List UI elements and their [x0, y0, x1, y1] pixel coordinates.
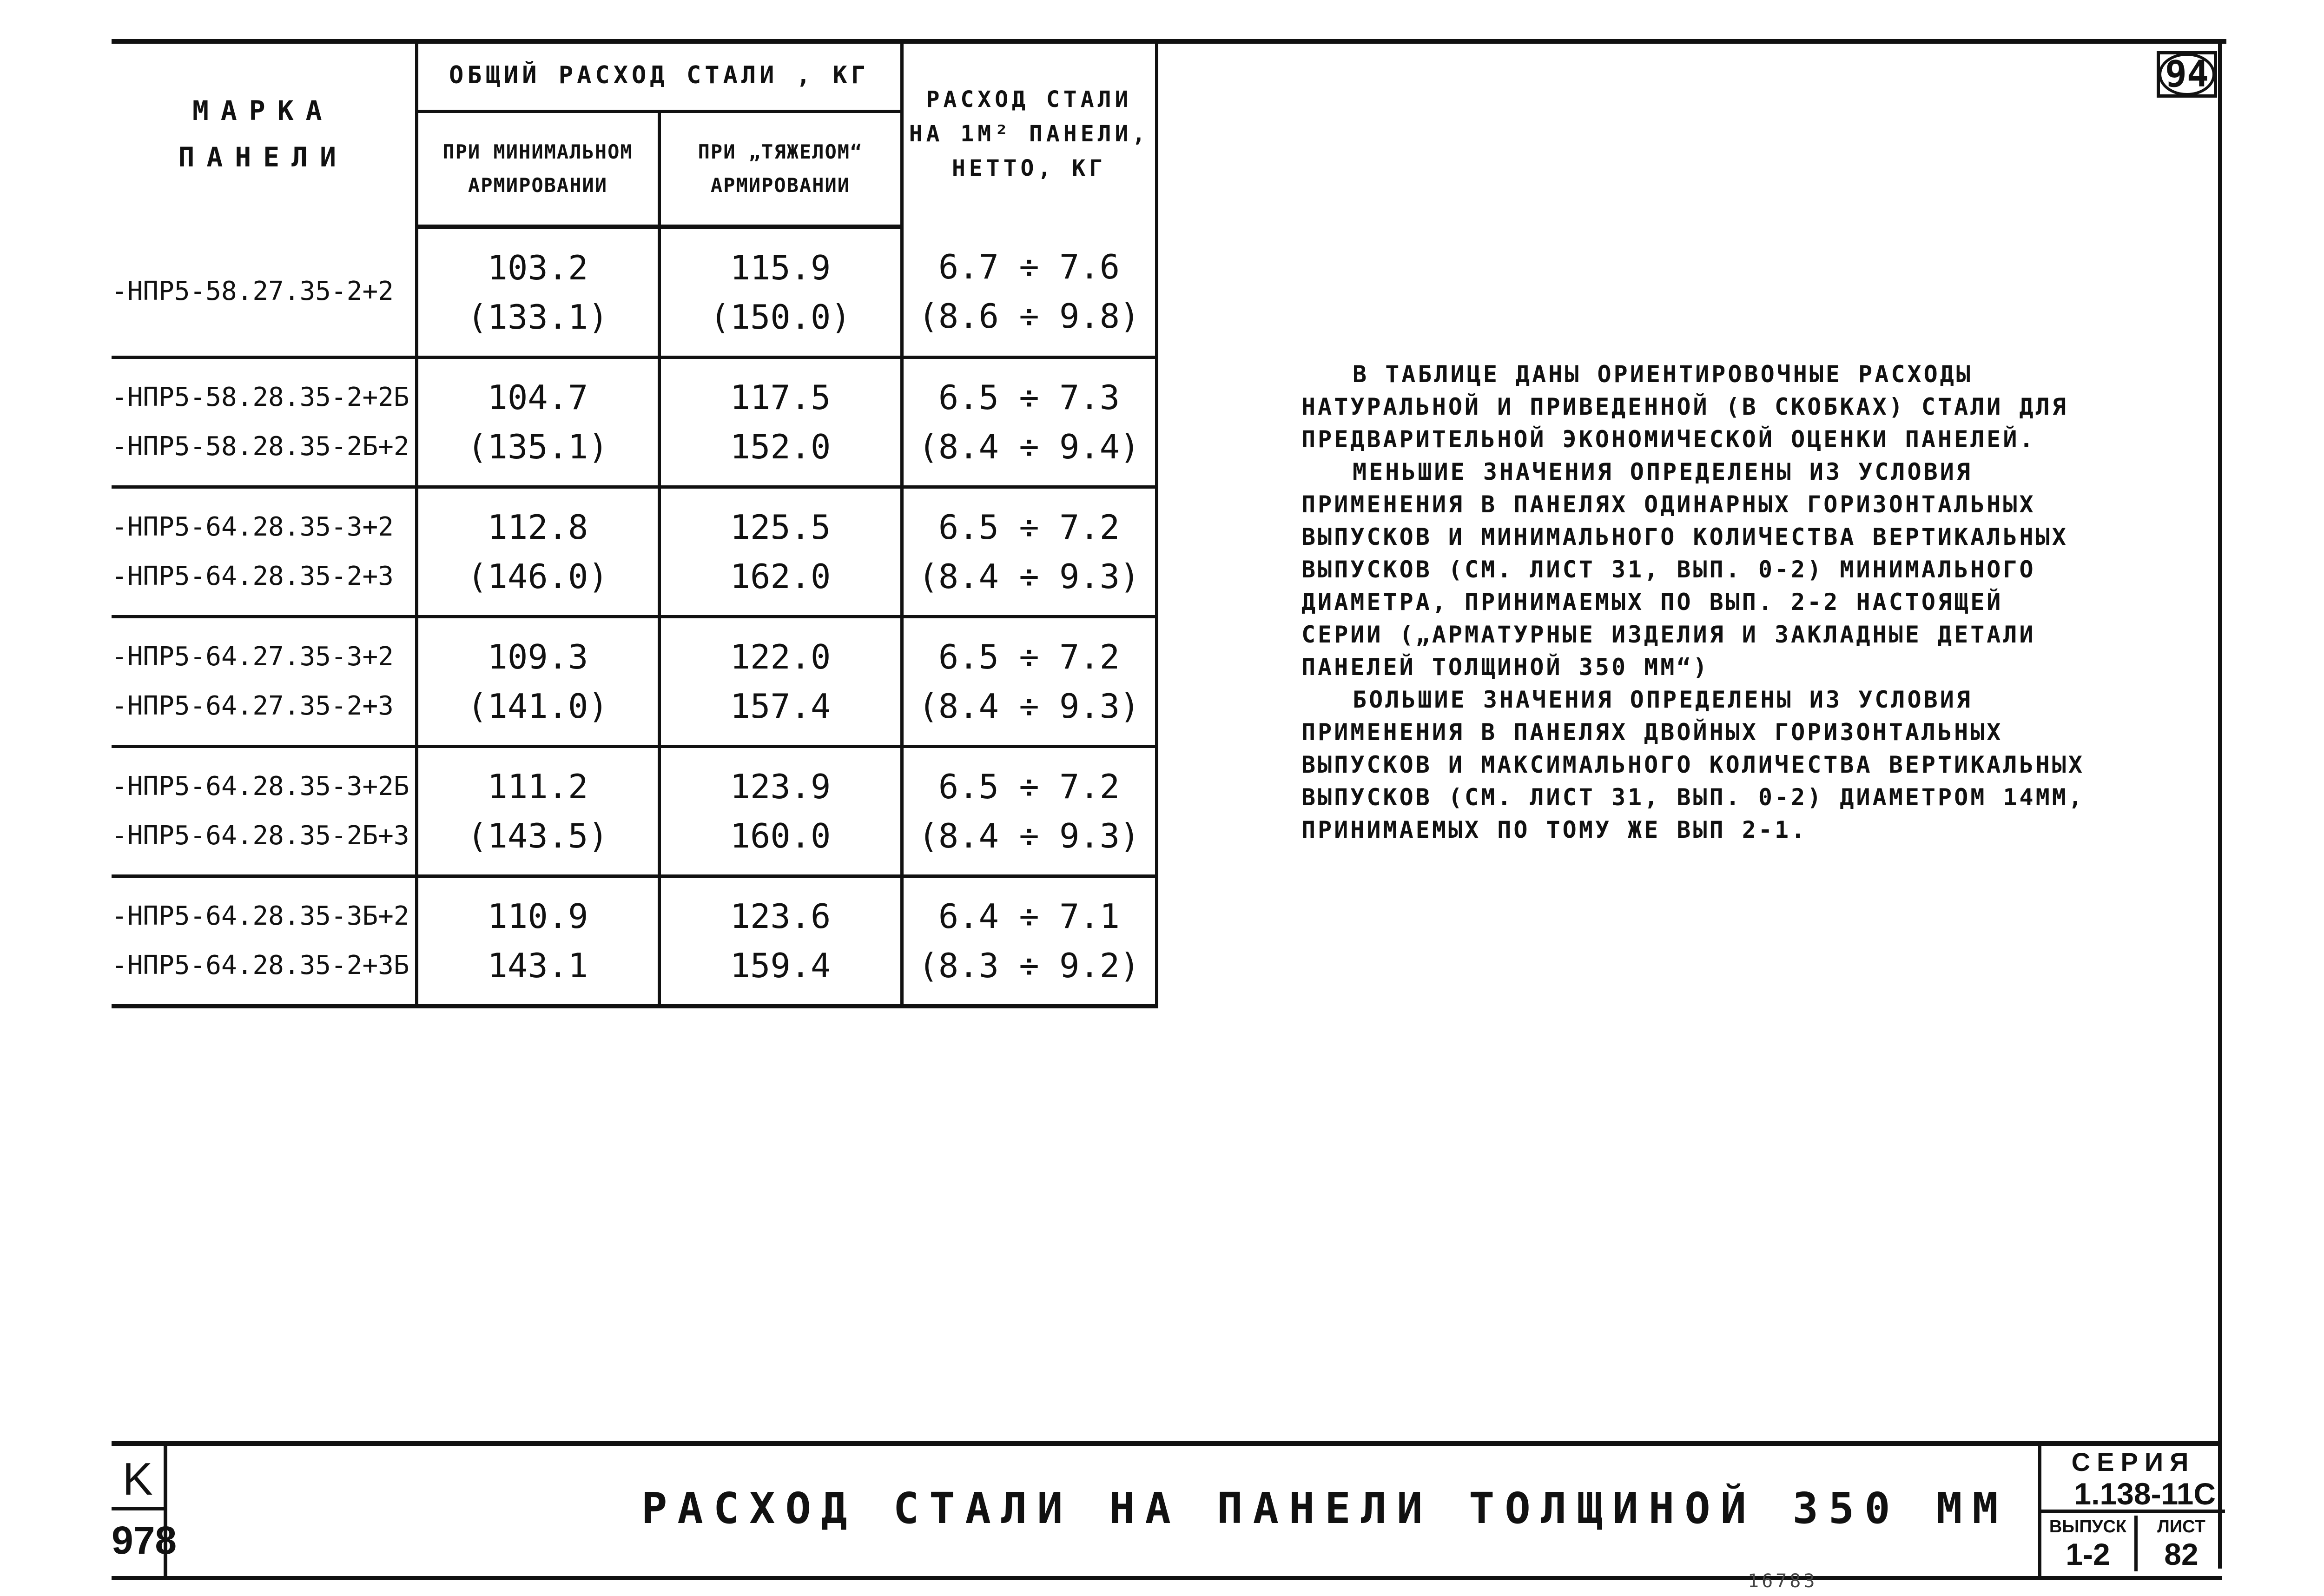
min-reinforcement-cell: [416, 747, 659, 876]
panel-mark-cell: [112, 747, 416, 876]
min-value: 109.3: [487, 637, 588, 676]
issue-label: ВЫПУСК: [2049, 1517, 2127, 1536]
archive-number: 16783: [1748, 1570, 1818, 1592]
per-m2-cell: [902, 227, 1156, 358]
heavy-reduced-value: 159.4: [730, 946, 831, 985]
panel-mark-alt: -НПР5-64.28.35-2+3Б: [112, 950, 409, 980]
heavy-value: 125.5: [730, 508, 831, 547]
heavy-value: 122.0: [730, 637, 831, 676]
min-value: 111.2: [487, 767, 588, 806]
series-code: 1.138-11С: [2041, 1475, 2225, 1513]
page-number: 94: [2159, 53, 2215, 96]
title-block-left: [112, 1446, 177, 1576]
min-value: 104.7: [487, 378, 588, 417]
heavy-reduced-value: 160.0: [730, 816, 831, 855]
heavy-value: 115.9: [730, 248, 831, 287]
heavy-reinforcement-cell: [659, 227, 902, 358]
panel-mark-alt: -НПР5-64.28.35-2+3: [112, 561, 394, 591]
heavy-reinforcement-cell: [659, 487, 902, 617]
frame-right-line: [2218, 39, 2222, 1569]
per-m2-cell: [902, 747, 1156, 876]
panel-mark-cell: [112, 358, 416, 487]
per-m2-reduced-value: (8.6 ÷ 9.8): [918, 296, 1140, 336]
heavy-reduced-value: 162.0: [730, 557, 831, 596]
issue-box: [2041, 1516, 2138, 1571]
table-row: [112, 487, 1156, 617]
min-value: 103.2: [487, 248, 588, 287]
panel-mark-alt: -НПР5-58.28.35-2Б+2: [112, 431, 409, 462]
min-reduced-value: (133.1): [467, 298, 608, 337]
heavy-reduced-value: 157.4: [730, 687, 831, 726]
note-paragraph-2: МЕНЬШИЕ ЗНАЧЕНИЯ ОПРЕДЕЛЕНЫ ИЗ УСЛОВИЯ ПРИМЕНЕНИЯ В ПАНЕЛЯХ ОДИНАРНЫХ ГОРИЗОНТАЛЬНЫХ ВЫПУСКОВ И МИНИМАЛЬНОГО КОЛИЧЕСТВА ВЕРТИКАЛЬНЫХ ВЫПУСКОВ (СМ. ЛИСТ 31, ВЫП. 0-2) МИНИМАЛЬНОГО ДИАМЕТРА, ПРИНИМАЕМЫХ ПО ВЫП. 2-2 НАСТОЯЩЕЙ СЕРИИ („АРМАТУРНЫЕ ИЗДЕЛИЯ И ЗАКЛАДНЫЕ ДЕТАЛИ ПАНЕЛЕЙ ТОЛЩИНОЙ 350 ММ“): [1301, 458, 2068, 681]
panel-mark-cell: [112, 487, 416, 617]
series-label: СЕРИЯ: [2071, 1447, 2195, 1477]
heavy-reduced-value: 152.0: [730, 427, 831, 466]
panel-mark: -НПР5-64.28.35-3+2: [112, 512, 394, 542]
drawing-title: РАСХОД СТАЛИ НА ПАНЕЛИ ТОЛЩИНОЙ 350 ММ: [641, 1483, 2008, 1533]
panel-mark-cell: [112, 617, 416, 747]
heavy-value: 123.9: [730, 767, 831, 806]
per-m2-value: 6.4 ÷ 7.1: [938, 897, 1120, 936]
per-m2-value: 6.5 ÷ 7.2: [938, 637, 1120, 676]
per-m2-cell: [902, 617, 1156, 747]
column-header-total: ОБЩИЙ РАСХОД СТАЛИ , КГ: [416, 41, 902, 112]
panel-mark: -НПР5-64.27.35-3+2: [112, 642, 394, 672]
title-block-number: 978: [112, 1518, 177, 1562]
min-reinforcement-cell: [416, 876, 659, 1007]
heavy-reinforcement-cell: [659, 617, 902, 747]
heavy-reduced-value: (150.0): [710, 298, 851, 337]
min-reduced-value: (141.0): [467, 687, 608, 726]
heavy-value: 123.6: [730, 897, 831, 936]
min-reduced-value: (143.5): [467, 816, 608, 855]
sheet-label: ЛИСТ: [2157, 1517, 2205, 1536]
heavy-reinforcement-cell: [659, 358, 902, 487]
title-block-k: K: [112, 1450, 164, 1510]
table-row: [112, 358, 1156, 487]
page-number-box: [2157, 51, 2217, 98]
notes-block: [1301, 358, 2092, 846]
panel-mark: -НПР5-58.27.35-2+2: [112, 276, 394, 306]
heavy-reinforcement-cell: [659, 747, 902, 876]
per-m2-reduced-value: (8.4 ÷ 9.3): [918, 816, 1140, 855]
heavy-reinforcement-cell: [659, 876, 902, 1007]
min-reinforcement-cell: [416, 617, 659, 747]
per-m2-reduced-value: (8.3 ÷ 9.2): [918, 946, 1140, 985]
title-block-right: [2038, 1446, 2225, 1576]
heavy-value: 117.5: [730, 378, 831, 417]
per-m2-reduced-value: (8.4 ÷ 9.4): [918, 427, 1140, 466]
note-paragraph-1: В ТАБЛИЦЕ ДАНЫ ОРИЕНТИРОВОЧНЫЕ РАСХОДЫ НАТУРАЛЬНОЙ И ПРИВЕДЕННОЙ (В СКОБКАХ) СТАЛИ ДЛЯ ПРЕДВАРИТЕЛЬНОЙ ЭКОНОМИЧЕСКОЙ ОЦЕНКИ ПАНЕЛЕЙ.: [1301, 361, 2068, 453]
panel-mark-cell: [112, 227, 416, 358]
sheet-box: [2138, 1516, 2225, 1571]
panel-mark-cell: [112, 876, 416, 1007]
min-reinforcement-cell: [416, 487, 659, 617]
column-header-per-m2: РАСХОД СТАЛИ НА 1М² ПАНЕЛИ, НЕТТО, КГ: [902, 41, 1156, 227]
table-row: [112, 747, 1156, 876]
per-m2-value: 6.7 ÷ 7.6: [938, 247, 1120, 286]
column-header-mark: МАРКА ПАНЕЛИ: [112, 41, 416, 227]
per-m2-value: 6.5 ÷ 7.2: [938, 508, 1120, 547]
sheet-value: 82: [2164, 1537, 2199, 1571]
per-m2-value: 6.5 ÷ 7.2: [938, 767, 1120, 806]
per-m2-value: 6.5 ÷ 7.3: [938, 378, 1120, 417]
per-m2-reduced-value: (8.4 ÷ 9.3): [918, 687, 1140, 726]
panel-mark-alt: -НПР5-64.27.35-2+3: [112, 691, 394, 721]
column-header-heavy-reinforcement: ПРИ „ТЯЖЕЛОМ“ АРМИРОВАНИИ: [659, 112, 902, 227]
min-reduced-value: (135.1): [467, 427, 608, 466]
panel-mark: -НПР5-64.28.35-3Б+2: [112, 901, 409, 931]
steel-consumption-table: [112, 41, 1158, 1008]
min-reduced-value: (146.0): [467, 557, 608, 596]
panel-mark: -НПР5-58.28.35-2+2Б: [112, 382, 409, 412]
per-m2-reduced-value: (8.4 ÷ 9.3): [918, 557, 1140, 596]
table-row: [112, 617, 1156, 747]
note-paragraph-3: БОЛЬШИЕ ЗНАЧЕНИЯ ОПРЕДЕЛЕНЫ ИЗ УСЛОВИЯ ПРИМЕНЕНИЯ В ПАНЕЛЯХ ДВОЙНЫХ ГОРИЗОНТАЛЬНЫХ ВЫПУСКОВ И МАКСИМАЛЬНОГО КОЛИЧЕСТВА ВЕРТИКАЛЬНЫХ ВЫПУСКОВ (СМ. ЛИСТ 31, ВЫП. 0-2) ДИАМЕТРОМ 14ММ, ПРИНИМАЕМЫХ ПО ТОМУ ЖЕ ВЫП 2-1.: [1301, 686, 2085, 843]
min-reinforcement-cell: [416, 358, 659, 487]
per-m2-cell: [902, 358, 1156, 487]
min-reduced-value: 143.1: [487, 946, 588, 985]
per-m2-cell: [902, 487, 1156, 617]
table-row: [112, 227, 1156, 358]
issue-value: 1-2: [2066, 1537, 2110, 1571]
min-value: 112.8: [487, 508, 588, 547]
panel-mark: -НПР5-64.28.35-3+2Б: [112, 771, 409, 801]
column-header-min-reinforcement: ПРИ МИНИМАЛЬНОМ АРМИРОВАНИИ: [416, 112, 659, 227]
panel-mark-alt: -НПР5-64.28.35-2Б+3: [112, 821, 409, 851]
per-m2-cell: [902, 876, 1156, 1007]
min-reinforcement-cell: [416, 227, 659, 358]
table-row: [112, 876, 1156, 1007]
title-block: [112, 1441, 2222, 1580]
min-value: 110.9: [487, 897, 588, 936]
